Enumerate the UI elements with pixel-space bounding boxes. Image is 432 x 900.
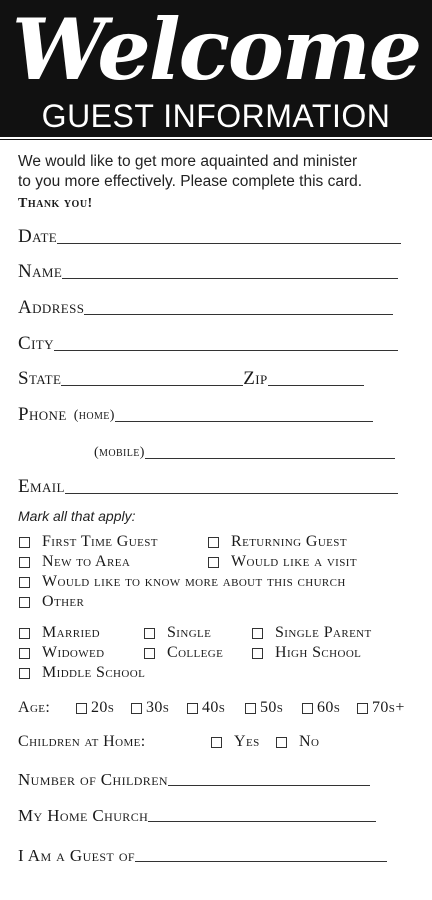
state-label: State bbox=[18, 368, 62, 389]
checkbox-label: High School bbox=[275, 644, 362, 661]
checkbox-label: Returning Guest bbox=[231, 533, 347, 550]
checkbox-box[interactable] bbox=[211, 737, 222, 748]
date-line[interactable] bbox=[57, 243, 401, 244]
checkbox-age-70s-plus[interactable] bbox=[357, 698, 405, 718]
checkbox-box[interactable] bbox=[245, 703, 256, 714]
checkbox-married[interactable] bbox=[19, 623, 100, 643]
guest-of-field[interactable] bbox=[18, 840, 387, 866]
checkbox-label: Single bbox=[167, 624, 212, 641]
checkbox-box[interactable] bbox=[144, 628, 155, 639]
checkbox-box[interactable] bbox=[208, 557, 219, 568]
checkbox-label: 60s bbox=[317, 699, 341, 716]
checkbox-label: Widowed bbox=[42, 644, 105, 661]
checkbox-children-no[interactable] bbox=[276, 732, 319, 752]
checkbox-label: Would like a visit bbox=[231, 553, 357, 570]
name-line[interactable] bbox=[62, 278, 398, 279]
phone-mobile-field[interactable] bbox=[94, 437, 395, 463]
home-phone-line[interactable] bbox=[115, 421, 373, 422]
checkbox-box[interactable] bbox=[19, 668, 30, 679]
number-of-children-label: Number of Children bbox=[18, 770, 168, 789]
city-line[interactable] bbox=[54, 350, 398, 351]
checkbox-age-30s[interactable] bbox=[131, 698, 169, 718]
mobile-phone-line[interactable] bbox=[145, 458, 395, 459]
header-banner bbox=[0, 0, 432, 140]
checkbox-box[interactable] bbox=[131, 703, 142, 714]
checkbox-label: New to Area bbox=[42, 553, 131, 570]
intro-line-2: to you more effectively. Please complete this card. bbox=[18, 173, 363, 190]
checkbox-single-parent[interactable] bbox=[252, 623, 372, 643]
home-church-label: My Home Church bbox=[18, 806, 149, 825]
checkbox-high-school[interactable] bbox=[252, 643, 361, 663]
mark-all-instruction: Mark all that apply: bbox=[18, 508, 136, 524]
checkbox-first-time-guest[interactable] bbox=[19, 532, 158, 552]
children-at-home-label: Children at Home: bbox=[18, 733, 146, 750]
checkbox-box[interactable] bbox=[19, 597, 30, 608]
checkbox-label: 20s bbox=[91, 699, 115, 716]
phone-home-field[interactable] bbox=[18, 400, 373, 426]
checkbox-label: College bbox=[167, 644, 224, 661]
city-label: City bbox=[18, 333, 54, 354]
checkbox-other[interactable] bbox=[19, 592, 84, 612]
checkbox-middle-school[interactable] bbox=[19, 663, 145, 683]
checkbox-label: Married bbox=[42, 624, 100, 641]
checkbox-label: No bbox=[299, 733, 320, 750]
guest-information-subtitle: GUEST INFORMATION bbox=[41, 98, 391, 134]
guest-of-line[interactable] bbox=[135, 861, 387, 862]
email-field[interactable] bbox=[18, 472, 398, 498]
checkbox-would-like-visit[interactable] bbox=[208, 552, 357, 572]
checkbox-box[interactable] bbox=[19, 537, 30, 548]
checkbox-label: Yes bbox=[234, 733, 260, 750]
checkbox-box[interactable] bbox=[19, 557, 30, 568]
checkbox-label: Other bbox=[42, 593, 85, 610]
checkbox-widowed[interactable] bbox=[19, 643, 105, 663]
checkbox-returning-guest[interactable] bbox=[208, 532, 347, 552]
welcome-title: Welcome bbox=[11, 0, 421, 99]
checkbox-new-to-area[interactable] bbox=[19, 552, 130, 572]
checkbox-box[interactable] bbox=[144, 648, 155, 659]
thank-you-text: Thank you! bbox=[18, 196, 93, 211]
checkbox-box[interactable] bbox=[187, 703, 198, 714]
checkbox-age-40s[interactable] bbox=[187, 698, 225, 718]
checkbox-label: 70s+ bbox=[372, 699, 405, 716]
intro-line-1: We would like to get more aquainted and minister bbox=[18, 153, 358, 170]
home-church-field[interactable] bbox=[18, 800, 376, 826]
name-label: Name bbox=[18, 261, 63, 282]
phone-label: Phone bbox=[18, 404, 67, 425]
checkbox-box[interactable] bbox=[252, 648, 263, 659]
guest-of-label: I Am a Guest of bbox=[18, 846, 135, 865]
checkbox-label: Middle School bbox=[42, 664, 146, 681]
checkbox-label: First Time Guest bbox=[42, 533, 158, 550]
home-church-line[interactable] bbox=[148, 821, 376, 822]
date-field[interactable] bbox=[18, 222, 401, 248]
checkbox-box[interactable] bbox=[19, 648, 30, 659]
checkbox-label: 40s bbox=[202, 699, 226, 716]
checkbox-label: 30s bbox=[146, 699, 170, 716]
zip-label: Zip bbox=[243, 368, 268, 389]
email-line[interactable] bbox=[65, 493, 398, 494]
checkbox-single[interactable] bbox=[144, 623, 211, 643]
address-label: Address bbox=[18, 297, 85, 318]
checkbox-age-60s[interactable] bbox=[302, 698, 340, 718]
checkbox-box[interactable] bbox=[357, 703, 368, 714]
checkbox-box[interactable] bbox=[252, 628, 263, 639]
age-label: Age: bbox=[18, 699, 51, 716]
state-zip-field[interactable] bbox=[18, 364, 364, 390]
number-of-children-field[interactable] bbox=[18, 764, 370, 790]
state-line[interactable] bbox=[61, 385, 243, 386]
checkbox-label: 50s bbox=[260, 699, 284, 716]
checkbox-box[interactable] bbox=[76, 703, 87, 714]
checkbox-box[interactable] bbox=[276, 737, 287, 748]
checkbox-college[interactable] bbox=[144, 643, 223, 663]
address-line[interactable] bbox=[84, 314, 393, 315]
city-field[interactable] bbox=[18, 329, 398, 355]
checkbox-box[interactable] bbox=[302, 703, 313, 714]
header-divider bbox=[0, 137, 432, 139]
date-label: Date bbox=[18, 226, 58, 247]
mobile-label: (mobile) bbox=[94, 445, 145, 460]
checkbox-age-20s[interactable] bbox=[76, 698, 114, 718]
checkbox-know-more[interactable] bbox=[19, 572, 346, 592]
home-label: (home) bbox=[73, 408, 115, 423]
name-field[interactable] bbox=[18, 257, 398, 283]
checkbox-children-yes[interactable] bbox=[211, 732, 260, 752]
checkbox-age-50s[interactable] bbox=[245, 698, 283, 718]
intro-text bbox=[18, 152, 428, 192]
number-of-children-line[interactable] bbox=[168, 785, 370, 786]
checkbox-label: Would like to know more about this church bbox=[42, 573, 346, 590]
address-field[interactable] bbox=[18, 293, 393, 319]
checkbox-box[interactable] bbox=[19, 577, 30, 588]
email-label: Email bbox=[18, 476, 65, 497]
checkbox-box[interactable] bbox=[19, 628, 30, 639]
checkbox-label: Single Parent bbox=[275, 624, 372, 641]
checkbox-box[interactable] bbox=[208, 537, 219, 548]
zip-line[interactable] bbox=[268, 385, 364, 386]
